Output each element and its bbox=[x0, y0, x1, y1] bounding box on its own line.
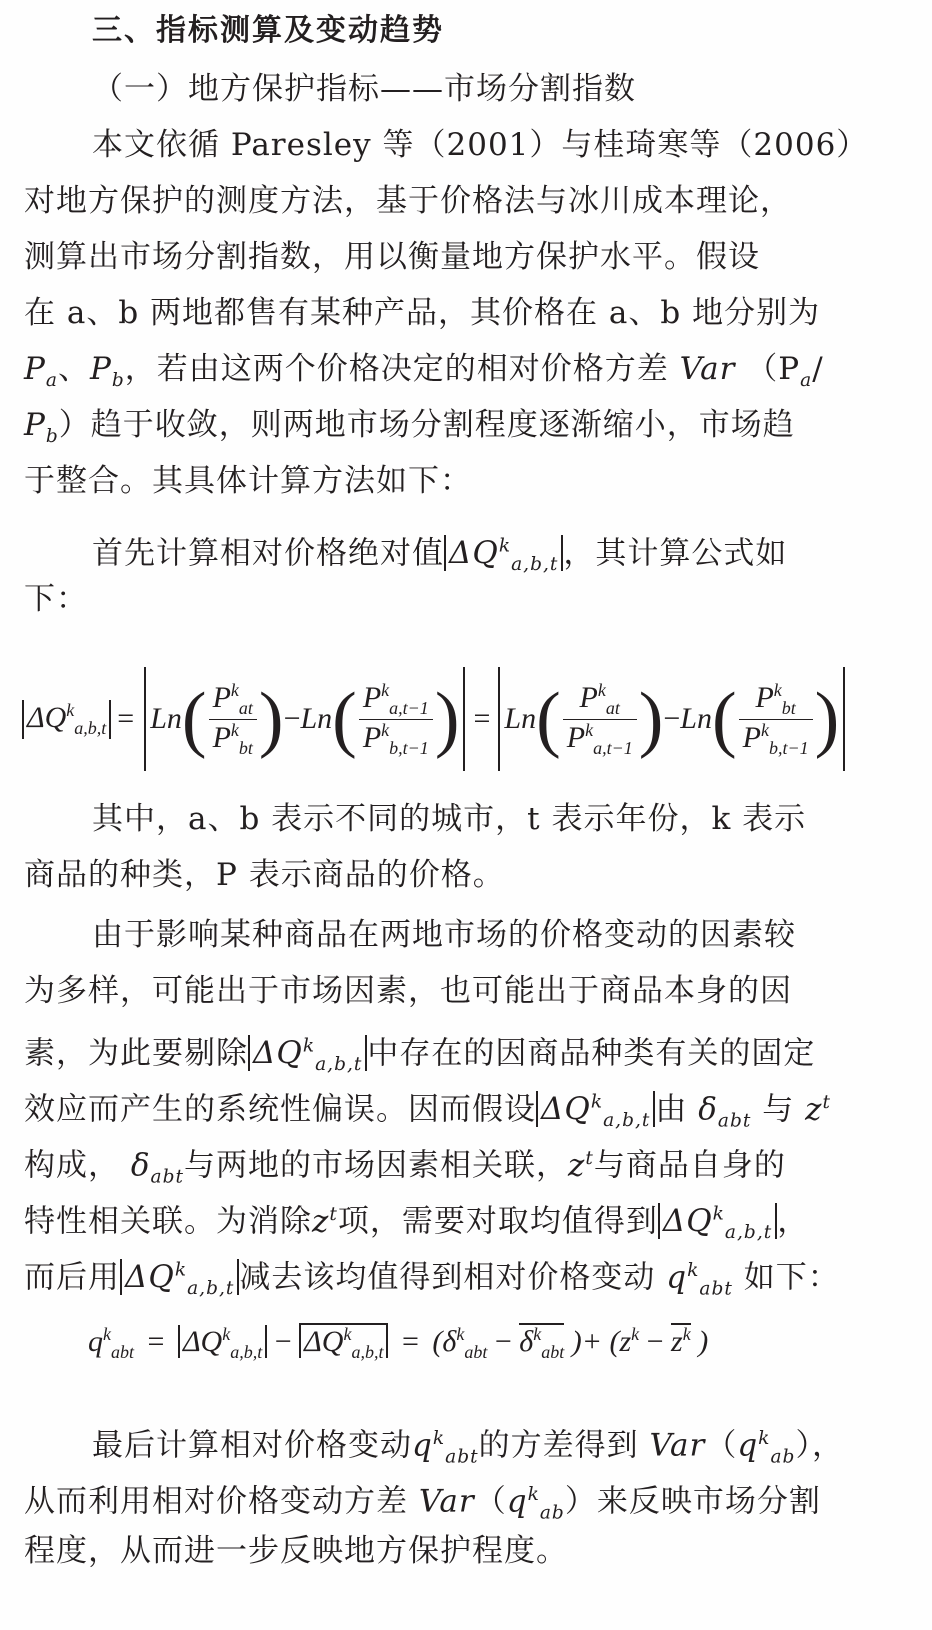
ln-function: Ln bbox=[680, 702, 712, 735]
minus-sign: − bbox=[646, 1325, 664, 1358]
paragraph-line bbox=[24, 350, 864, 400]
formula-relative-price bbox=[22, 664, 862, 774]
text-run: 首先计算相对价格绝对值 bbox=[92, 535, 444, 572]
var-subscript: a bbox=[800, 370, 813, 392]
text-run: ，若由这两个价格决定的相对价格方差 bbox=[124, 351, 669, 387]
text-run: 来反映市场分割 bbox=[596, 1483, 821, 1520]
equals-sign: = bbox=[147, 1325, 165, 1358]
paragraph-line bbox=[24, 1196, 864, 1253]
paragraph-line bbox=[92, 528, 932, 585]
z-superscript: t bbox=[585, 1148, 594, 1169]
abs-delta-q: $\Delta Q^k_{a,b,t}$ bbox=[658, 1203, 777, 1239]
delta-symbol: δ bbox=[698, 1091, 718, 1128]
ln-function: Ln bbox=[150, 702, 182, 735]
fraction: $\frac{P^k_{a,t-1}}{P^k_{b,t-1}}$ bbox=[359, 680, 433, 759]
text-run: 的方差得到 bbox=[478, 1427, 639, 1464]
text-run: 中存在的因商品种类有关的固定 bbox=[367, 1035, 816, 1072]
text-run: 减去该均值得到相对价格变动 bbox=[239, 1259, 656, 1296]
var-function: Var bbox=[418, 1483, 475, 1520]
paragraph-line: 对地方保护的测度方法，基于价格法与冰川成本理论， bbox=[24, 183, 792, 219]
text-run: 与商品自身的 bbox=[593, 1147, 786, 1184]
paren-right: ) bbox=[258, 678, 284, 760]
paragraph-line: 下： bbox=[24, 581, 88, 617]
abs-bar bbox=[843, 667, 845, 771]
text-run: 从而利用相对价格变动方差 bbox=[24, 1483, 408, 1520]
paragraph-line: 为多样，可能出于市场因素，也可能出于商品本身的因 bbox=[24, 973, 792, 1009]
ln-function: Ln bbox=[504, 702, 537, 735]
text-run: 如下： bbox=[743, 1259, 840, 1296]
text-run: ）趋于收敛，则两地市场分割程度逐渐缩小，市场趋 bbox=[58, 407, 795, 443]
q-symbol: q bbox=[412, 1427, 433, 1464]
paren-left: ( bbox=[711, 678, 737, 760]
text-run: 最后计算相对价格变动 bbox=[92, 1427, 412, 1464]
equals-sign: = bbox=[117, 702, 135, 735]
paragraph-line: 从而利用相对价格变动方差 $Var(q^k_{ab})$来反映市场分割 bbox=[24, 1483, 821, 1524]
minus-sign: − bbox=[663, 702, 681, 735]
abs-delta-q: $\Delta Q^k_{a,b,t}$ bbox=[248, 1035, 367, 1071]
fraction: $\frac{P^k_{at}}{P^k_{a,t-1}}$ bbox=[563, 680, 637, 759]
formula-lhs: $\Delta Q^k_{a,b,t}$ bbox=[22, 700, 111, 739]
text-run: ，其计算公式如 bbox=[563, 535, 788, 572]
equals-sign: = bbox=[473, 702, 491, 735]
paragraph-line: 其中，a、b 表示不同的城市，t 表示年份，k 表示 bbox=[92, 801, 807, 837]
z-symbol: z bbox=[312, 1203, 330, 1240]
z-symbol: z bbox=[805, 1091, 823, 1128]
plus-term: )+ (z bbox=[571, 1325, 632, 1358]
paren-right: ) bbox=[638, 678, 664, 760]
fraction: $\frac{P^k_{bt}}{P^k_{b,t-1}}$ bbox=[739, 680, 813, 759]
paragraph-line: 程度，从而进一步反映地方保护程度。 bbox=[24, 1533, 568, 1569]
abs-delta-q: $\Delta Q^k_{a,b,t}$ bbox=[178, 1325, 267, 1358]
paragraph-line bbox=[24, 1084, 864, 1141]
abs-bar bbox=[498, 667, 500, 771]
paragraph-line bbox=[24, 1140, 864, 1197]
var-symbol: P bbox=[89, 351, 112, 387]
delta-mean: $\delta^k_{abt}$ bbox=[519, 1324, 565, 1362]
var-subscript: b bbox=[111, 370, 125, 392]
formula-relative-change: $q^k_{abt} = \Delta Q^k_{a,b,t} - \Delta Q^k_{a,b,t} = (\delta^k_{abt} - \delta^k_{abt}$ )+ ($z^k - z^k$ ) bbox=[88, 1324, 709, 1362]
paragraph-line: 最后计算相对价格变动$q^k_{abt}$的方差得到 $Var(q^k_{ab})$， bbox=[92, 1427, 844, 1468]
paragraph-line bbox=[24, 1252, 864, 1309]
minus-sign: − bbox=[494, 1325, 512, 1358]
fraction: $\frac{P^k_{at}}{P^k_{bt}}$ bbox=[209, 680, 257, 759]
abs-bar bbox=[144, 667, 146, 771]
abs-delta-q: $\Delta Q^k_{a,b,t}$ bbox=[536, 1091, 655, 1127]
delta-subscript: abt bbox=[717, 1110, 752, 1132]
paragraph-line bbox=[24, 1028, 864, 1085]
abs-delta-q: $\Delta Q^k_{a,b,t}$ bbox=[120, 1259, 239, 1295]
z-superscript: t bbox=[822, 1092, 831, 1113]
text-run: 与两地的市场因素相关联， bbox=[184, 1147, 568, 1184]
paragraph-line: 于整合。其具体计算方法如下： bbox=[24, 463, 472, 499]
text-run: 由 bbox=[655, 1091, 688, 1128]
var-symbol: P bbox=[24, 351, 46, 387]
text-run: ， bbox=[811, 1427, 844, 1464]
text-run: 构成， bbox=[24, 1147, 120, 1184]
paragraph-line: 本文依循 Paresley 等（2001）与桂琦寒等（2006） bbox=[92, 127, 869, 163]
slash: / bbox=[812, 351, 824, 387]
var-subscript: a bbox=[45, 370, 58, 392]
paren-right: ) bbox=[434, 678, 460, 760]
delta-subscript: abt bbox=[150, 1166, 184, 1188]
z-symbol: z bbox=[568, 1147, 586, 1184]
var-subscript: b bbox=[45, 426, 59, 448]
q-superscript: k bbox=[687, 1260, 700, 1281]
text-run: 素，为此要剔除 bbox=[24, 1035, 248, 1072]
text-run: 效应而产生的系统性偏误。因而假设 bbox=[24, 1091, 536, 1128]
var-symbol: P bbox=[24, 407, 46, 443]
text-run: ， bbox=[777, 1203, 810, 1240]
section-heading: 三、指标测算及变动趋势 bbox=[92, 13, 444, 48]
delta-symbol: δ bbox=[130, 1147, 151, 1184]
equals-sign: = bbox=[401, 1325, 419, 1358]
paren-close: ) bbox=[698, 1325, 709, 1358]
abs-delta-q-mean: $\Delta Q^k_{a,b,t}$ bbox=[299, 1323, 388, 1358]
subsection-heading: （一）地方保护指标——市场分割指数 bbox=[92, 71, 636, 107]
text-run: 特性相关联。为消除 bbox=[24, 1203, 312, 1240]
paren-left: ( bbox=[181, 678, 207, 760]
paren-right: ) bbox=[814, 678, 840, 760]
text-run: （P bbox=[746, 351, 801, 387]
paragraph-line: 在 a、b 两地都售有某种产品，其价格在 a、b 地分别为 bbox=[24, 295, 821, 331]
text-run: 与 bbox=[762, 1091, 795, 1128]
ln-function: Ln bbox=[300, 702, 333, 735]
z-superscript: t bbox=[329, 1204, 338, 1225]
text-run: 而后用 bbox=[24, 1259, 120, 1296]
q-symbol: q bbox=[666, 1259, 688, 1296]
abs-bar bbox=[463, 667, 465, 771]
z-mean: $z^k$ bbox=[671, 1324, 691, 1358]
paragraph-line bbox=[24, 406, 864, 456]
paragraph-line: 测算出市场分割指数，用以衡量地方保护水平。假设 bbox=[24, 239, 760, 275]
var-function: Var bbox=[649, 1427, 706, 1464]
paragraph-line: 商品的种类，P 表示商品的价格。 bbox=[24, 857, 505, 893]
abs-delta-q: $\Delta Q^k_{a,b,t}$ bbox=[444, 535, 563, 571]
delta-term: (δ bbox=[432, 1325, 457, 1358]
paren-left: ( bbox=[332, 678, 357, 760]
q-subscript: abt bbox=[699, 1278, 733, 1300]
minus-sign: − bbox=[283, 702, 301, 735]
minus-sign: − bbox=[274, 1325, 292, 1358]
var-function: Var bbox=[679, 351, 736, 387]
separator: 、 bbox=[57, 351, 90, 387]
formula-lhs: q bbox=[88, 1325, 103, 1358]
text-run: 项，需要对取均值得到 bbox=[337, 1203, 658, 1240]
paragraph-line: 由于影响某种商品在两地市场的价格变动的因素较 bbox=[92, 917, 796, 953]
paren-left: ( bbox=[536, 678, 561, 760]
